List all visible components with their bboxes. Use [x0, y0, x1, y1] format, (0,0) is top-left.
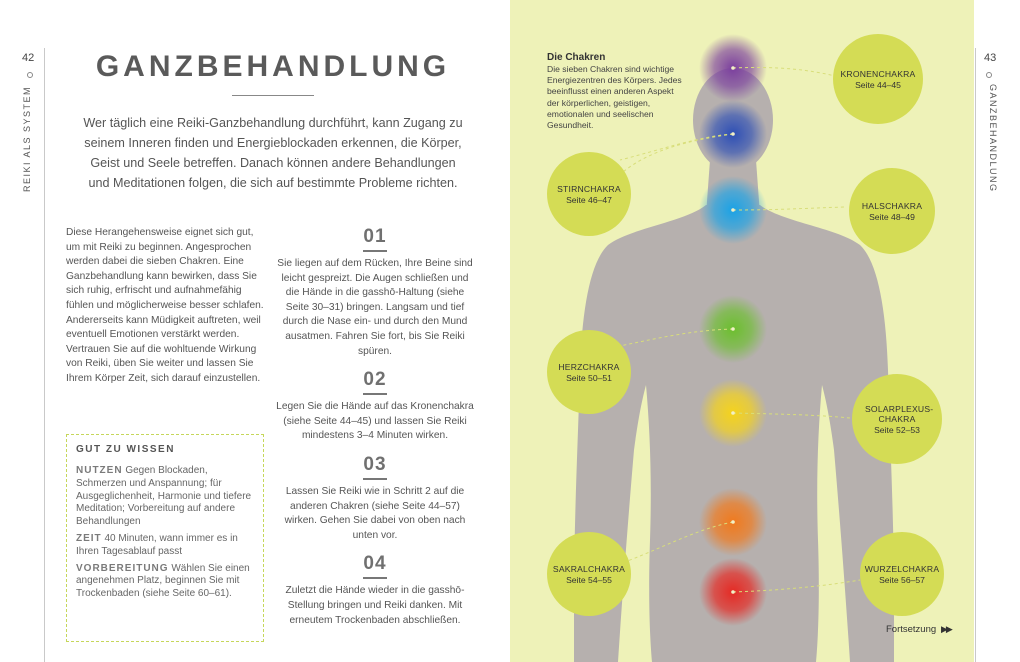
- info-text-time: 40 Minuten, wann immer es in Ihren Tagesablauf passt: [76, 532, 238, 557]
- chakra-label-name: WURZELCHAKRA: [864, 563, 940, 574]
- step-number: 03: [363, 453, 387, 475]
- step-text: Zuletzt die Hände wieder in die gasshō-Stellung bringen und Reiki danken. Mit erneutem Trockenbaden abschließen.: [285, 585, 465, 626]
- chakra-label-crown: [833, 34, 923, 124]
- chakra-label-root: [860, 532, 944, 616]
- chakra-label-pages: Seite 52–53: [874, 424, 920, 435]
- step-divider: [363, 577, 387, 579]
- chakra-label-name: HERZCHAKRA: [558, 361, 620, 372]
- chakra-label-pages: Seite 54–55: [566, 574, 612, 585]
- step-number: 04: [363, 553, 387, 575]
- running-title-left: [18, 82, 38, 192]
- step-divider: [363, 393, 387, 395]
- info-text-preparation: Wählen Sie einen angenehmen Platz, beginnen Sie mit Trockenbaden (siehe Seite 60–61).: [76, 562, 250, 600]
- page-number-right: 43: [984, 52, 997, 64]
- chakra-label-sacral: [547, 532, 631, 616]
- running-title-right: [982, 84, 1002, 194]
- intro-paragraph: Wer täglich eine Reiki-Ganzbehandlung durchführt, kann Zugang zu seinem Inneren finden und Energieblockaden erkennen, die Körper, Geist und Seele betreffen. Danach können andere Behandlungen und Meditationen folgen, die sich auf bestimmte Probleme richten.: [83, 116, 463, 190]
- steps-column: [276, 226, 474, 638]
- info-text-benefit: Gegen Blockaden, Schmerzen und Anspannung; für Ausgeglichenheit, Harmonie und tiefere Meditation; Vorbereitung auf andere Behandlungen: [76, 465, 252, 528]
- step-number: 01: [363, 226, 387, 247]
- running-title-dot-icon: [27, 72, 33, 78]
- double-arrow-right-icon[interactable]: ▶▶: [941, 624, 951, 634]
- chakra-label-name: KRONENCHAKRA: [840, 68, 916, 79]
- step-3: [276, 454, 474, 543]
- chakra-label-name: SAKRALCHAKRA: [552, 563, 626, 574]
- step-4: [276, 553, 474, 628]
- step-2: [276, 369, 474, 444]
- chakra-label-pages: Seite 46–47: [566, 194, 612, 205]
- chakra-label-name: HALSCHAKRA: [861, 200, 923, 211]
- chakra-info-title: Die Chakren: [547, 52, 606, 63]
- chakra-label-throat: [849, 168, 935, 254]
- title-divider: [232, 95, 314, 96]
- info-box-title: GUT ZU WISSEN: [76, 444, 175, 455]
- margin-rule-right: [975, 48, 976, 662]
- chakra-label-pages: Seite 50–51: [566, 372, 612, 383]
- body-paragraph: Diese Herangehensweise eignet sich gut, um mit Reiki zu beginnen. Angesprochen werden dabei die sieben Chakren. Eine Ganzbehandlung kann bewirken, dass Sie sich ruhig, erfrischt und aufnahmefähig fühlen und möglicherweise besser schlafen. Andererseits kann Müdigkeit auftreten, weil eventuell Emotionen verstärkt werden. Vertrauen Sie auf die wohltuende Wirkung von Reiki, üben Sie weiter und lassen Sie Ihrem Körper Zeit, sich darauf einzustellen.: [66, 227, 264, 384]
- page-number-left: 42: [22, 52, 35, 64]
- step-text: Legen Sie die Hände auf das Kronenchakra (siehe Seite 44–45) und lassen Sie Reiki mindestens 3–4 Minuten wirken.: [276, 401, 474, 442]
- running-title-dot-icon: [986, 72, 992, 78]
- chakra-label-brow: [547, 152, 631, 236]
- chakra-info-text: Die sieben Chakren sind wichtige Energiezentren des Körpers. Jedes beeinflusst einen anderen Aspekt der körperlichen, geistigen, emotionalen und seelischen Gesundheit.: [547, 64, 682, 131]
- info-label-benefit: NUTZEN: [76, 465, 123, 476]
- step-text: Sie liegen auf dem Rücken, Ihre Beine sind leicht gespreizt. Die Augen schließen und die Hände in die gasshō-Haltung (siehe Seite 30–31) bringen. Langsam und tief durch die Nase ein- und durch den Mund ausatmen. Fahren Sie fort, bis Sie Reiki spüren.: [277, 258, 473, 357]
- step-divider: [363, 478, 387, 480]
- page-title: GANZBEHANDLUNG: [95, 50, 451, 83]
- running-title-right-text: GANZBEHANDLUNG: [988, 84, 998, 193]
- info-label-time: ZEIT: [76, 532, 102, 544]
- step-number: 02: [363, 369, 387, 391]
- step-1: [276, 226, 474, 359]
- info-box: [66, 434, 264, 642]
- chakra-label-solar-plexus: [852, 374, 942, 464]
- step-text: Lassen Sie Reiki wie in Schritt 2 auf die anderen Chakren (siehe Seite 44–57) wirken. Gehen Sie dabei von oben nach unten vor.: [284, 485, 466, 541]
- step-divider: [363, 250, 387, 252]
- info-item-time: [76, 533, 253, 559]
- chakra-label-pages: Seite 56–57: [879, 574, 925, 585]
- chakra-label-heart: [547, 330, 631, 414]
- chakra-label-pages: Seite 48–49: [869, 211, 915, 222]
- margin-rule-left: [44, 48, 45, 662]
- chakra-label-name: SOLARPLEXUS-CHAKRA: [865, 403, 934, 424]
- chakra-label-pages: Seite 44–45: [855, 79, 901, 90]
- continue-link[interactable]: Fortsetzung: [886, 624, 937, 635]
- info-label-preparation: VORBEREITUNG: [76, 562, 169, 574]
- chakra-label-name: STIRNCHAKRA: [557, 183, 621, 194]
- info-item-preparation: [76, 563, 253, 601]
- info-item-benefit: [76, 465, 253, 529]
- running-title-left-text: REIKI ALS SYSTEM: [22, 85, 32, 192]
- chakra-info-block: [547, 52, 687, 131]
